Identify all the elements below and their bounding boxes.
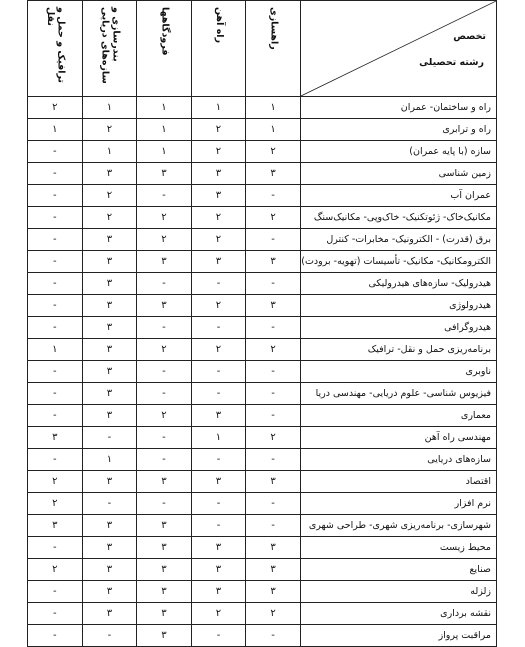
- rating-cell: -: [246, 449, 301, 471]
- rating-cell: ۳: [82, 581, 137, 603]
- table-row: [28, 537, 497, 559]
- table-row: [28, 471, 497, 493]
- field-name-cell: راه و ساختمان- عمران: [300, 97, 496, 119]
- field-name-cell: برنامه‌ریزی حمل و نقل- ترافیک: [300, 339, 496, 361]
- table-row: [28, 207, 497, 229]
- rating-cell: -: [191, 449, 246, 471]
- rating-cell: -: [246, 273, 301, 295]
- rating-cell: -: [137, 449, 192, 471]
- table-row: [28, 625, 497, 647]
- rating-cell: -: [28, 163, 83, 185]
- rating-cell: ۱: [28, 119, 83, 141]
- rating-cell: ۳: [137, 537, 192, 559]
- rating-cell: ۳: [137, 295, 192, 317]
- column-header-road: [246, 1, 301, 97]
- rating-cell: ۳: [82, 295, 137, 317]
- rating-cell: -: [137, 427, 192, 449]
- rating-cell: ۲: [191, 339, 246, 361]
- rating-cell: -: [28, 361, 83, 383]
- rating-cell: ۲: [28, 471, 83, 493]
- rating-cell: ۲: [246, 207, 301, 229]
- rating-cell: -: [191, 273, 246, 295]
- rating-cell: -: [191, 317, 246, 339]
- rating-cell: ۳: [82, 339, 137, 361]
- rating-cell: ۳: [82, 471, 137, 493]
- rating-cell: -: [137, 185, 192, 207]
- field-name-cell: شهرسازی- برنامه‌ریزی شهری- طراحی شهری: [300, 515, 496, 537]
- rating-cell: ۳: [191, 185, 246, 207]
- field-name-cell: هیدرولیک- سازه‌های هیدرولیکی: [300, 273, 496, 295]
- table-row: [28, 427, 497, 449]
- rating-cell: ۲: [137, 339, 192, 361]
- rating-cell: -: [28, 383, 83, 405]
- column-header-label: راهسازی: [268, 7, 280, 50]
- rating-cell: ۱: [137, 141, 192, 163]
- field-name-cell: الکترومکانیک- مکانیک- تأسیسات (تهویه- برودت): [300, 251, 496, 273]
- table-row: [28, 361, 497, 383]
- table-row: [28, 251, 497, 273]
- rating-cell: ۳: [82, 229, 137, 251]
- rating-cell: ۱: [137, 119, 192, 141]
- rating-cell: -: [246, 229, 301, 251]
- table-row: [28, 339, 497, 361]
- rating-cell: ۲: [137, 405, 192, 427]
- rating-cell: ۳: [28, 427, 83, 449]
- rating-cell: -: [28, 537, 83, 559]
- rating-cell: ۳: [191, 251, 246, 273]
- table-body: [28, 97, 497, 647]
- rating-cell: ۲: [82, 119, 137, 141]
- rating-cell: ۳: [191, 405, 246, 427]
- column-header-label: بندرسازی و سازه‌های دریایی: [99, 7, 122, 84]
- rating-cell: -: [28, 273, 83, 295]
- rating-cell: -: [28, 625, 83, 647]
- rating-cell: ۲: [28, 97, 83, 119]
- rating-cell: -: [28, 317, 83, 339]
- field-name-cell: فیزیوس شناسی- علوم دریایی- مهندسی دریا: [300, 383, 496, 405]
- rating-cell: ۲: [191, 295, 246, 317]
- field-name-cell: زلزله: [300, 581, 496, 603]
- rating-cell: ۳: [137, 163, 192, 185]
- rating-cell: -: [82, 427, 137, 449]
- header-row: [28, 1, 497, 97]
- rating-cell: ۳: [82, 361, 137, 383]
- table-row: [28, 273, 497, 295]
- rating-cell: ۱: [82, 449, 137, 471]
- rating-cell: ۱: [82, 97, 137, 119]
- rating-cell: ۱: [191, 97, 246, 119]
- table-row: [28, 229, 497, 251]
- table-row: [28, 97, 497, 119]
- rating-cell: -: [246, 625, 301, 647]
- rating-cell: ۳: [82, 603, 137, 625]
- rating-cell: ۳: [246, 559, 301, 581]
- rating-cell: -: [28, 449, 83, 471]
- rating-cell: ۱: [137, 97, 192, 119]
- rating-cell: -: [246, 383, 301, 405]
- rating-cell: ۳: [82, 405, 137, 427]
- rating-cell: ۱: [191, 427, 246, 449]
- field-name-cell: ناوبری: [300, 361, 496, 383]
- rating-cell: -: [246, 185, 301, 207]
- field-name-cell: نرم افزار: [300, 493, 496, 515]
- column-header-label: ترافیک و حمل و نقل: [44, 7, 67, 83]
- rating-cell: ۲: [191, 119, 246, 141]
- rating-cell: ۳: [82, 163, 137, 185]
- rating-cell: ۲: [191, 603, 246, 625]
- rating-cell: ۲: [191, 229, 246, 251]
- rating-cell: -: [28, 295, 83, 317]
- rating-cell: -: [28, 603, 83, 625]
- rating-cell: ۳: [82, 559, 137, 581]
- rating-cell: -: [191, 361, 246, 383]
- rating-cell: ۲: [137, 207, 192, 229]
- rating-cell: -: [191, 383, 246, 405]
- rating-cell: ۲: [82, 207, 137, 229]
- rating-cell: -: [28, 251, 83, 273]
- field-name-cell: صنایع: [300, 559, 496, 581]
- rating-cell: ۱: [82, 141, 137, 163]
- table-row: [28, 449, 497, 471]
- rating-cell: ۳: [246, 163, 301, 185]
- rating-cell: ۳: [137, 559, 192, 581]
- rating-cell: ۲: [246, 427, 301, 449]
- column-header-railway: [191, 1, 246, 97]
- column-header-label: فرودگاهها: [159, 7, 171, 56]
- competency-table-container: [27, 0, 497, 647]
- rating-cell: ۳: [191, 559, 246, 581]
- rating-cell: ۲: [137, 229, 192, 251]
- rating-cell: -: [191, 625, 246, 647]
- rating-cell: -: [246, 515, 301, 537]
- rating-cell: ۳: [246, 581, 301, 603]
- rating-cell: ۳: [191, 537, 246, 559]
- table-row: [28, 295, 497, 317]
- rating-cell: -: [246, 317, 301, 339]
- rating-cell: ۳: [82, 317, 137, 339]
- rating-cell: ۲: [246, 603, 301, 625]
- field-name-cell: برق (قدرت) - الکترونیک- مخابرات- کنترل: [300, 229, 496, 251]
- column-header-ports: [82, 1, 137, 97]
- rating-cell: -: [137, 317, 192, 339]
- rating-cell: ۳: [137, 251, 192, 273]
- column-header-airports: [137, 1, 192, 97]
- rating-cell: ۳: [82, 251, 137, 273]
- rating-cell: ۳: [191, 163, 246, 185]
- rating-cell: -: [246, 361, 301, 383]
- rating-cell: ۲: [82, 185, 137, 207]
- field-name-cell: راه و ترابری: [300, 119, 496, 141]
- corner-header-cell: [300, 1, 496, 97]
- rating-cell: ۲: [191, 207, 246, 229]
- rating-cell: -: [137, 361, 192, 383]
- rating-cell: ۳: [137, 625, 192, 647]
- rating-cell: -: [191, 493, 246, 515]
- rating-cell: ۳: [191, 581, 246, 603]
- rating-cell: ۳: [82, 383, 137, 405]
- rating-cell: -: [28, 185, 83, 207]
- table-row: [28, 317, 497, 339]
- table-row: [28, 383, 497, 405]
- table-row: [28, 581, 497, 603]
- table-row: [28, 405, 497, 427]
- field-name-cell: مراقبت پرواز: [300, 625, 496, 647]
- rating-cell: ۳: [137, 515, 192, 537]
- field-name-cell: مهندسی راه آهن: [300, 427, 496, 449]
- field-name-cell: اقتصاد: [300, 471, 496, 493]
- rating-cell: ۳: [137, 603, 192, 625]
- rating-cell: ۳: [137, 581, 192, 603]
- diagonal-divider: [301, 1, 496, 96]
- table-row: [28, 603, 497, 625]
- rating-cell: ۳: [246, 471, 301, 493]
- table-row: [28, 493, 497, 515]
- rating-cell: ۲: [28, 559, 83, 581]
- field-name-cell: نقشه برداری: [300, 603, 496, 625]
- rating-cell: -: [137, 493, 192, 515]
- rating-cell: ۳: [246, 295, 301, 317]
- rating-cell: -: [28, 229, 83, 251]
- rating-cell: ۲: [191, 141, 246, 163]
- rating-cell: -: [82, 625, 137, 647]
- corner-field-label: رشته تحصیلی: [419, 57, 484, 68]
- rating-cell: -: [28, 405, 83, 427]
- field-name-cell: زمین شناسی: [300, 163, 496, 185]
- corner-specialty-label: تخصص: [453, 31, 486, 42]
- field-name-cell: عمران آب: [300, 185, 496, 207]
- rating-cell: -: [28, 207, 83, 229]
- rating-cell: ۳: [28, 515, 83, 537]
- field-name-cell: معماری: [300, 405, 496, 427]
- rating-cell: ۲: [246, 141, 301, 163]
- rating-cell: -: [82, 493, 137, 515]
- table-row: [28, 559, 497, 581]
- rating-cell: ۳: [191, 471, 246, 493]
- field-name-cell: مکانیک‌خاک- ژئوتکنیک- خاک‌وپی- مکانیک‌سنگ: [300, 207, 496, 229]
- rating-cell: ۱: [246, 97, 301, 119]
- rating-cell: -: [137, 383, 192, 405]
- rating-cell: ۱: [246, 119, 301, 141]
- field-name-cell: هیدرولوژی: [300, 295, 496, 317]
- rating-cell: ۲: [28, 493, 83, 515]
- field-name-cell: محیط زیست: [300, 537, 496, 559]
- field-name-cell: سازه (با پایه عمران): [300, 141, 496, 163]
- rating-cell: ۳: [246, 537, 301, 559]
- rating-cell: -: [191, 515, 246, 537]
- table-row: [28, 515, 497, 537]
- rating-cell: -: [246, 405, 301, 427]
- rating-cell: -: [28, 581, 83, 603]
- rating-cell: ۳: [82, 537, 137, 559]
- rating-cell: ۳: [82, 515, 137, 537]
- field-name-cell: هیدروگرافی: [300, 317, 496, 339]
- column-header-label: راه آهن: [213, 7, 225, 44]
- rating-cell: ۳: [82, 273, 137, 295]
- rating-cell: ۳: [137, 471, 192, 493]
- competency-table: [27, 0, 497, 647]
- rating-cell: ۳: [246, 251, 301, 273]
- rating-cell: -: [28, 141, 83, 163]
- table-row: [28, 163, 497, 185]
- table-row: [28, 141, 497, 163]
- column-header-traffic: [28, 1, 83, 97]
- rating-cell: ۱: [28, 339, 83, 361]
- field-name-cell: سازه‌های دریایی: [300, 449, 496, 471]
- table-row: [28, 119, 497, 141]
- rating-cell: ۲: [246, 339, 301, 361]
- rating-cell: -: [246, 493, 301, 515]
- rating-cell: -: [137, 273, 192, 295]
- table-row: [28, 185, 497, 207]
